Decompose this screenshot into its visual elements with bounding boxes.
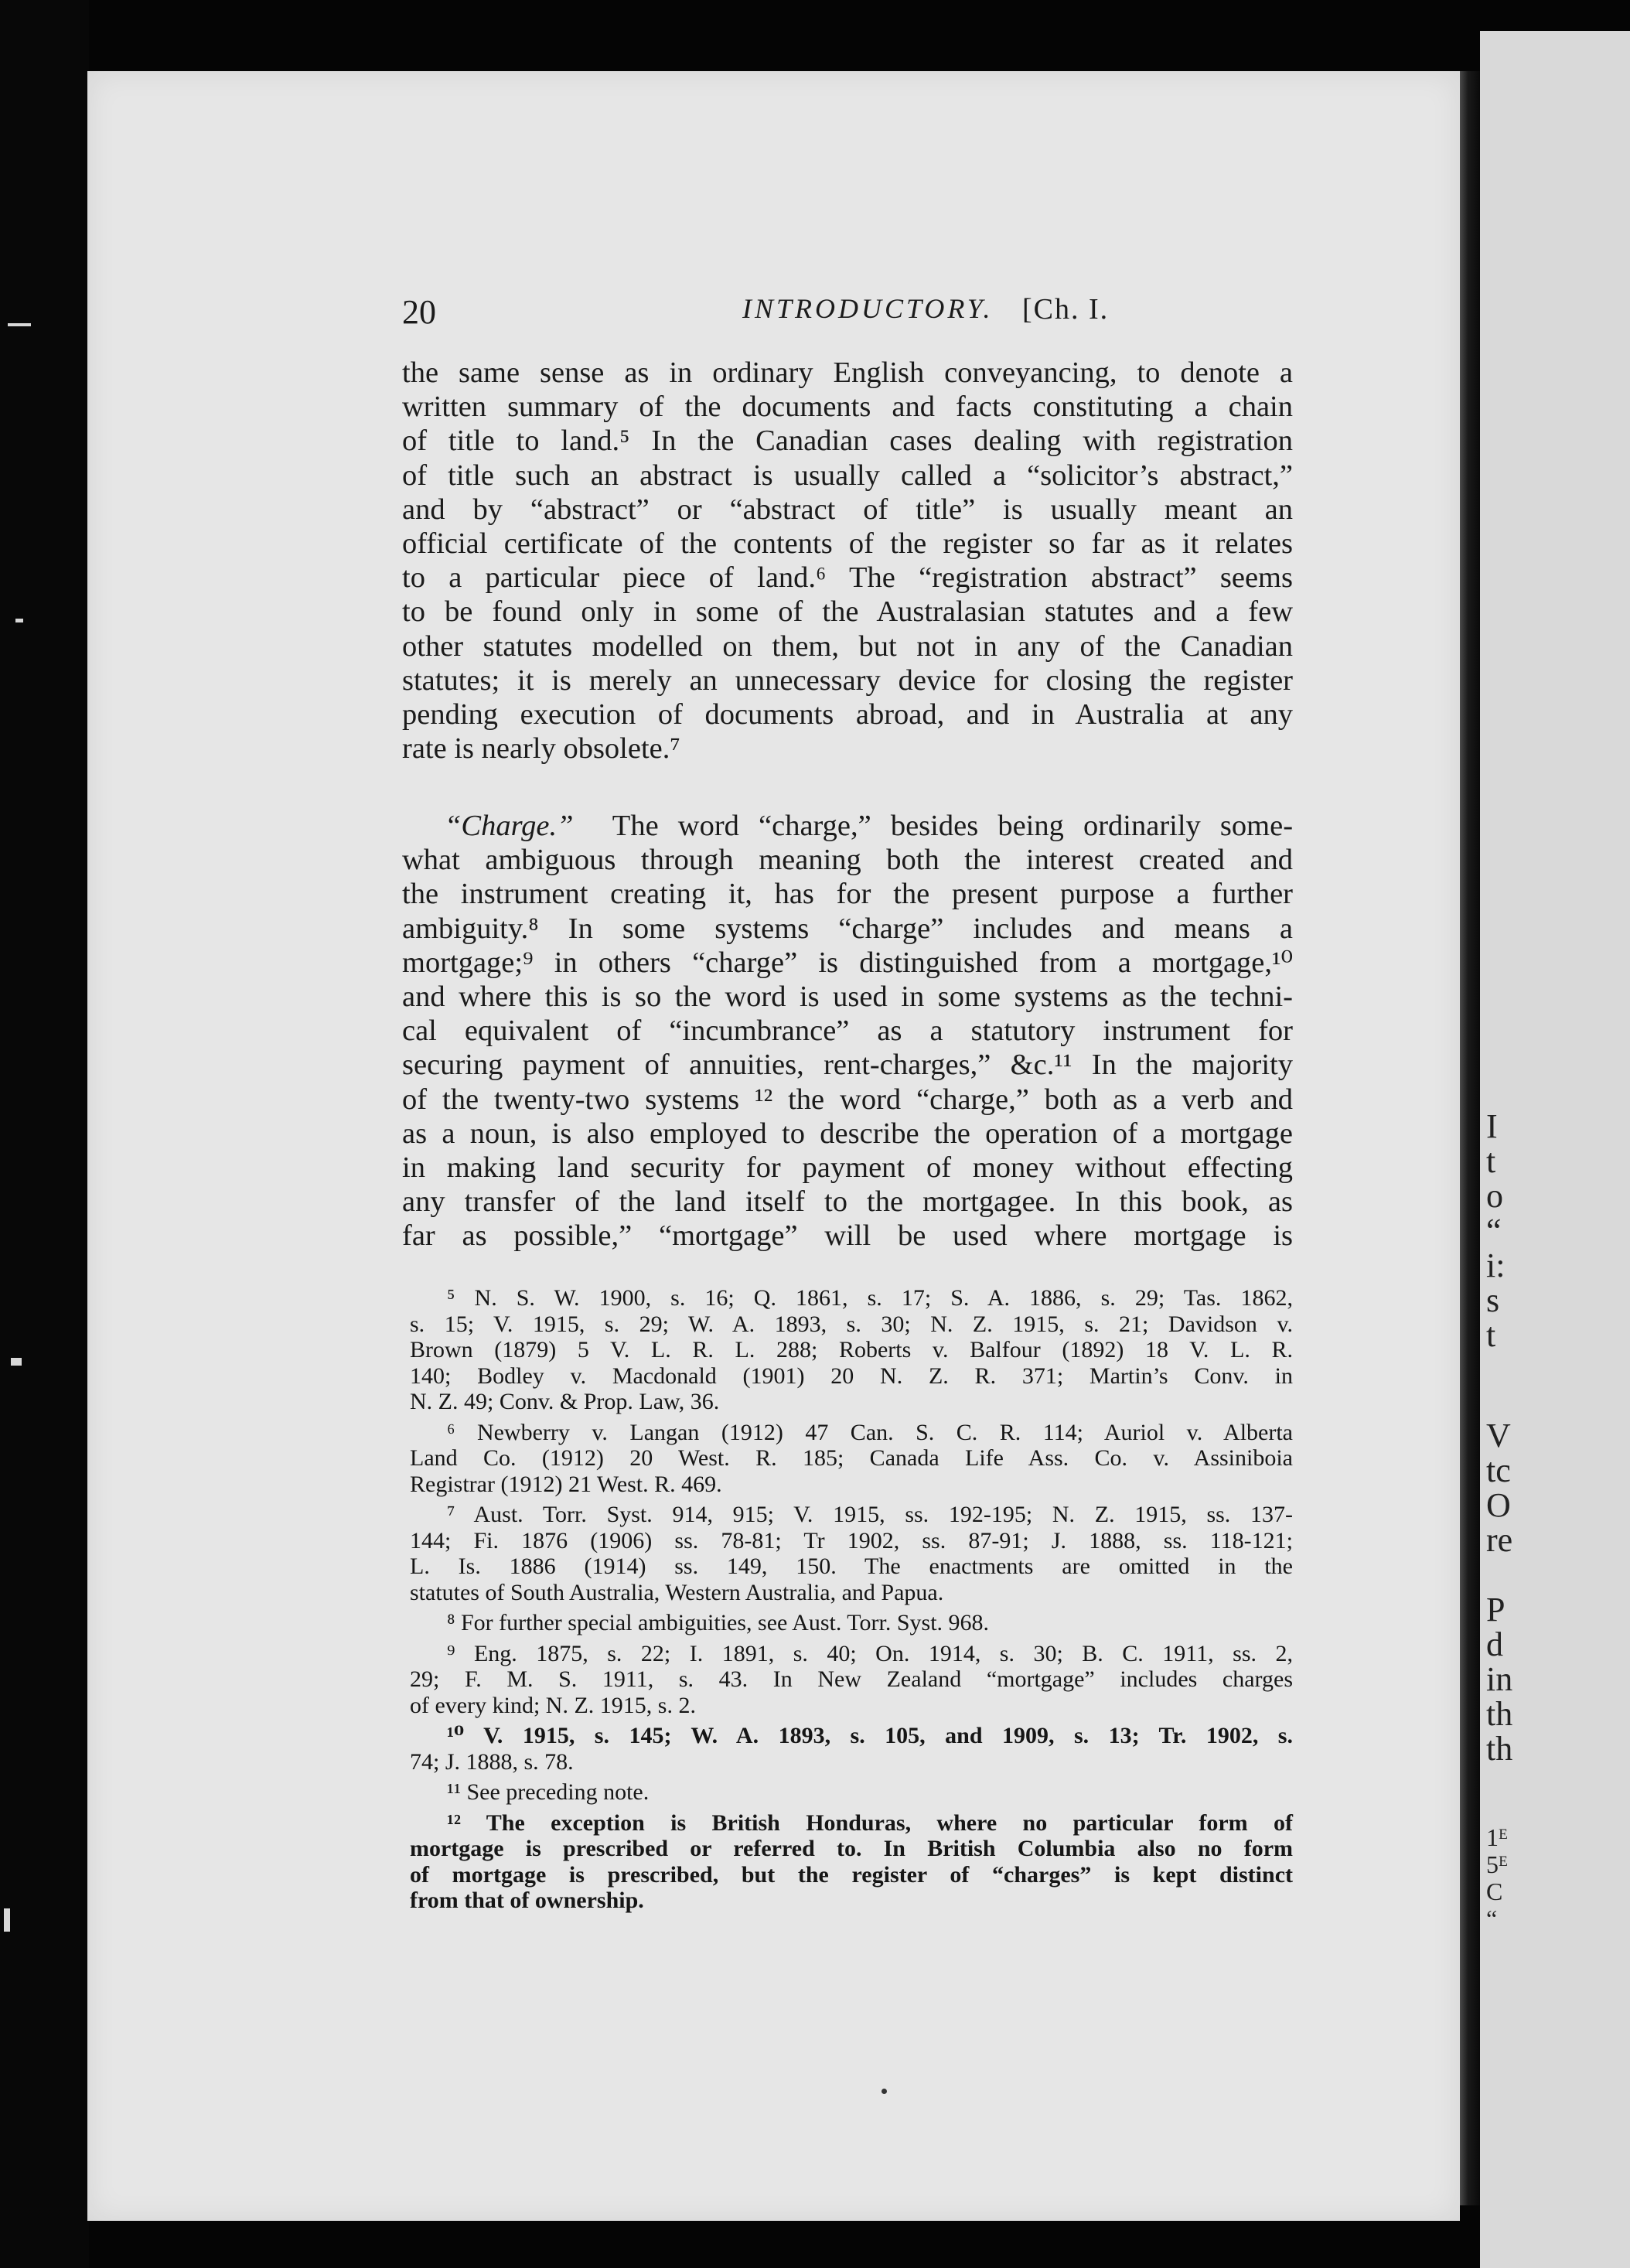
running-title: INTRODUCTORY. — [742, 293, 994, 324]
text-line: what ambiguous through meaning both the interest created and — [402, 844, 1293, 877]
fragment-text: 1ᴱ — [1486, 1823, 1508, 1851]
scan-artifact — [4, 1908, 10, 1932]
footnote-line: ⁶ Newberry v. Langan (1912) 47 Can. S. C. R. 114; Auriol v. Alberta — [447, 1419, 1293, 1445]
scan-left-edge — [0, 0, 89, 2268]
footnote-line: L. Is. 1886 (1914) ss. 149, 150. The enactments are omitted in the — [410, 1553, 1293, 1579]
text-line: and by “abstract” or “abstract of title” is usually meant an — [402, 493, 1293, 526]
text-line: the instrument creating it, has for the present purpose a further — [402, 878, 1293, 911]
chapter-reference: [Ch. I. — [1022, 293, 1110, 326]
fragment-text: re — [1486, 1521, 1513, 1559]
scan-artifact — [15, 619, 23, 622]
footnote-line: s. 15; V. 1915, s. 29; W. A. 1893, s. 30; N. Z. 1915, s. 21; Davidson v. — [410, 1311, 1293, 1337]
footnote-line: ¹⁰ V. 1915, s. 145; W. A. 1893, s. 105, and 1909, s. 13; Tr. 1902, s. — [447, 1723, 1293, 1748]
fragment-text: O — [1486, 1486, 1511, 1524]
text-line: of title to land.⁵ In the Canadian cases dealing with registration — [402, 425, 1293, 458]
footnote-line: N. Z. 49; Conv. & Prop. Law, 36. — [410, 1389, 720, 1414]
adjacent-page-fragment — [1480, 31, 1630, 2268]
text-line: to a particular piece of land.⁶ The “registration abstract” seems — [402, 561, 1293, 595]
footnote-12 — [410, 1810, 1293, 1914]
fragment-text: s — [1486, 1281, 1500, 1319]
running-head — [402, 292, 1113, 339]
footnote-line: 29; F. M. S. 1911, s. 43. In New Zealand “mortgage” includes charges — [410, 1666, 1293, 1692]
page-dot — [881, 2089, 887, 2094]
fragment-text: o — [1486, 1177, 1503, 1215]
footnote-6 — [410, 1420, 1293, 1498]
footnote-line: mortgage is prescribed or referred to. In British Columbia also no form — [410, 1836, 1293, 1861]
fragment-text: th — [1486, 1695, 1513, 1733]
footnote-8 — [410, 1610, 1293, 1636]
footnote-11 — [410, 1779, 1293, 1806]
text-line: cal equivalent of “incumbrance” as a statutory instrument for — [402, 1015, 1293, 1048]
footnote-line: ⁸ For further special ambiguities, see Aust. Torr. Syst. 968. — [447, 1610, 990, 1635]
text-line: rate is nearly obsolete.⁷ — [402, 732, 680, 766]
paragraph-charge — [402, 809, 1293, 1253]
text-line: mortgage;⁹ in others “charge” is distinguished from a mortgage,¹⁰ — [402, 946, 1293, 979]
text-line: of title such an abstract is usually called a “solicitor’s abstract,” — [402, 459, 1293, 492]
text-line: of the twenty-two systems ¹² the word “charge,” both as a verb and — [402, 1083, 1293, 1116]
fragment-text: th — [1486, 1730, 1513, 1768]
footnote-10 — [410, 1723, 1293, 1775]
footnote-line: ¹¹ See preceding note. — [447, 1779, 650, 1805]
footnote-line: 140; Bodley v. Macdonald (1901) 20 N. Z. R. 371; Martin’s Conv. in — [410, 1363, 1293, 1389]
text-run: The word “charge,” besides being ordinarily some- — [612, 810, 1294, 842]
fragment-text: d — [1486, 1625, 1503, 1663]
text-line: the same sense as in ordinary English conveyancing, to denote a — [402, 356, 1293, 389]
text-line: other statutes modelled on them, but not in any of the Canadian — [402, 629, 1293, 663]
fragment-text: t — [1486, 1142, 1496, 1180]
footnote-line: 144; Fi. 1876 (1906) ss. 78-81; Tr 1902, ss. 87-91; J. 1888, ss. 118-121; — [410, 1527, 1293, 1553]
page-number: 20 — [402, 293, 436, 331]
text-line — [402, 809, 1293, 843]
footnote-line: from that of ownership. — [410, 1888, 644, 1913]
text-line: any transfer of the land itself to the mortgagee. In this book, as — [402, 1185, 1293, 1219]
footnote-9 — [410, 1641, 1293, 1719]
scan-artifact — [11, 1358, 22, 1366]
footnote-line: Registrar (1912) 21 West. R. 469. — [410, 1471, 722, 1497]
text-line: written summary of the documents and facts constituting a chain — [402, 391, 1293, 424]
footnote-line: Land Co. (1912) 20 West. R. 185; Canada Life Ass. Co. v. Assiniboia — [410, 1445, 1293, 1471]
fragment-text: “ — [1486, 1212, 1502, 1250]
text-line: ambiguity.⁸ In some systems “charge” includes and means a — [402, 912, 1293, 945]
paragraph-abstract — [402, 356, 1293, 766]
page-gutter — [1460, 71, 1480, 2205]
fragment-text: I — [1486, 1107, 1498, 1145]
text-line: in making land security for payment of money without effecting — [402, 1151, 1293, 1185]
footnote-line: ¹² The exception is British Honduras, where no particular form of — [447, 1809, 1293, 1836]
footnote-line: of every kind; N. Z. 1915, s. 2. — [410, 1692, 696, 1718]
footnote-line: ⁹ Eng. 1875, s. 22; I. 1891, s. 40; On. 1914, s. 30; B. C. 1911, ss. 2, — [447, 1640, 1293, 1666]
fragment-text: 5ᴱ — [1486, 1850, 1508, 1878]
fragment-text: V — [1486, 1417, 1511, 1455]
footnote-line: ⁷ Aust. Torr. Syst. 914, 915; V. 1915, ss. 192-195; N. Z. 1915, ss. 137- — [447, 1502, 1293, 1527]
scan-artifact — [8, 323, 31, 326]
footnotes — [410, 1285, 1293, 1918]
footnote-line: of mortgage is prescribed, but the register of “charges” is kept distinct — [410, 1861, 1293, 1888]
text-line: securing payment of annuities, rent-charges,” &c.¹¹ In the majority — [402, 1049, 1293, 1082]
footnote-5 — [410, 1285, 1293, 1415]
footnote-line: 74; J. 1888, s. 78. — [410, 1748, 574, 1775]
text-line: as a noun, is also employed to describe the operation of a mortgage — [402, 1117, 1293, 1150]
paragraph-heading: “Charge.” — [445, 810, 574, 842]
text-line: pending execution of documents abroad, and in Australia at any — [402, 698, 1293, 732]
fragment-text: C — [1486, 1877, 1503, 1905]
fragment-text: tc — [1486, 1451, 1511, 1489]
footnote-line: Brown (1879) 5 V. L. R. L. 288; Roberts v. Balfour (1892) 18 V. L. R. — [410, 1337, 1293, 1363]
text-line: far as possible,” “mortgage” will be used where mortgage is — [402, 1219, 1293, 1253]
text-line: official certificate of the contents of the register so far as it relates — [402, 527, 1293, 561]
footnote-7 — [410, 1502, 1293, 1605]
fragment-text: “ — [1486, 1905, 1498, 1932]
footnote-line: ⁵ N. S. W. 1900, s. 16; Q. 1861, s. 17; S. A. 1886, s. 29; Tas. 1862, — [447, 1285, 1293, 1311]
text-line: and where this is so the word is used in some systems as the techni- — [402, 981, 1293, 1014]
fragment-text: P — [1486, 1591, 1506, 1629]
fragment-text: t — [1486, 1316, 1496, 1354]
footnote-line: statutes of South Australia, Western Australia, and Papua. — [410, 1579, 944, 1605]
text-line: to be found only in some of the Australasian statutes and a few — [402, 595, 1293, 629]
fragment-text: i: — [1486, 1247, 1506, 1284]
fragment-text: in — [1486, 1660, 1513, 1698]
text-line: statutes; it is merely an unnecessary device for closing the register — [402, 663, 1293, 697]
